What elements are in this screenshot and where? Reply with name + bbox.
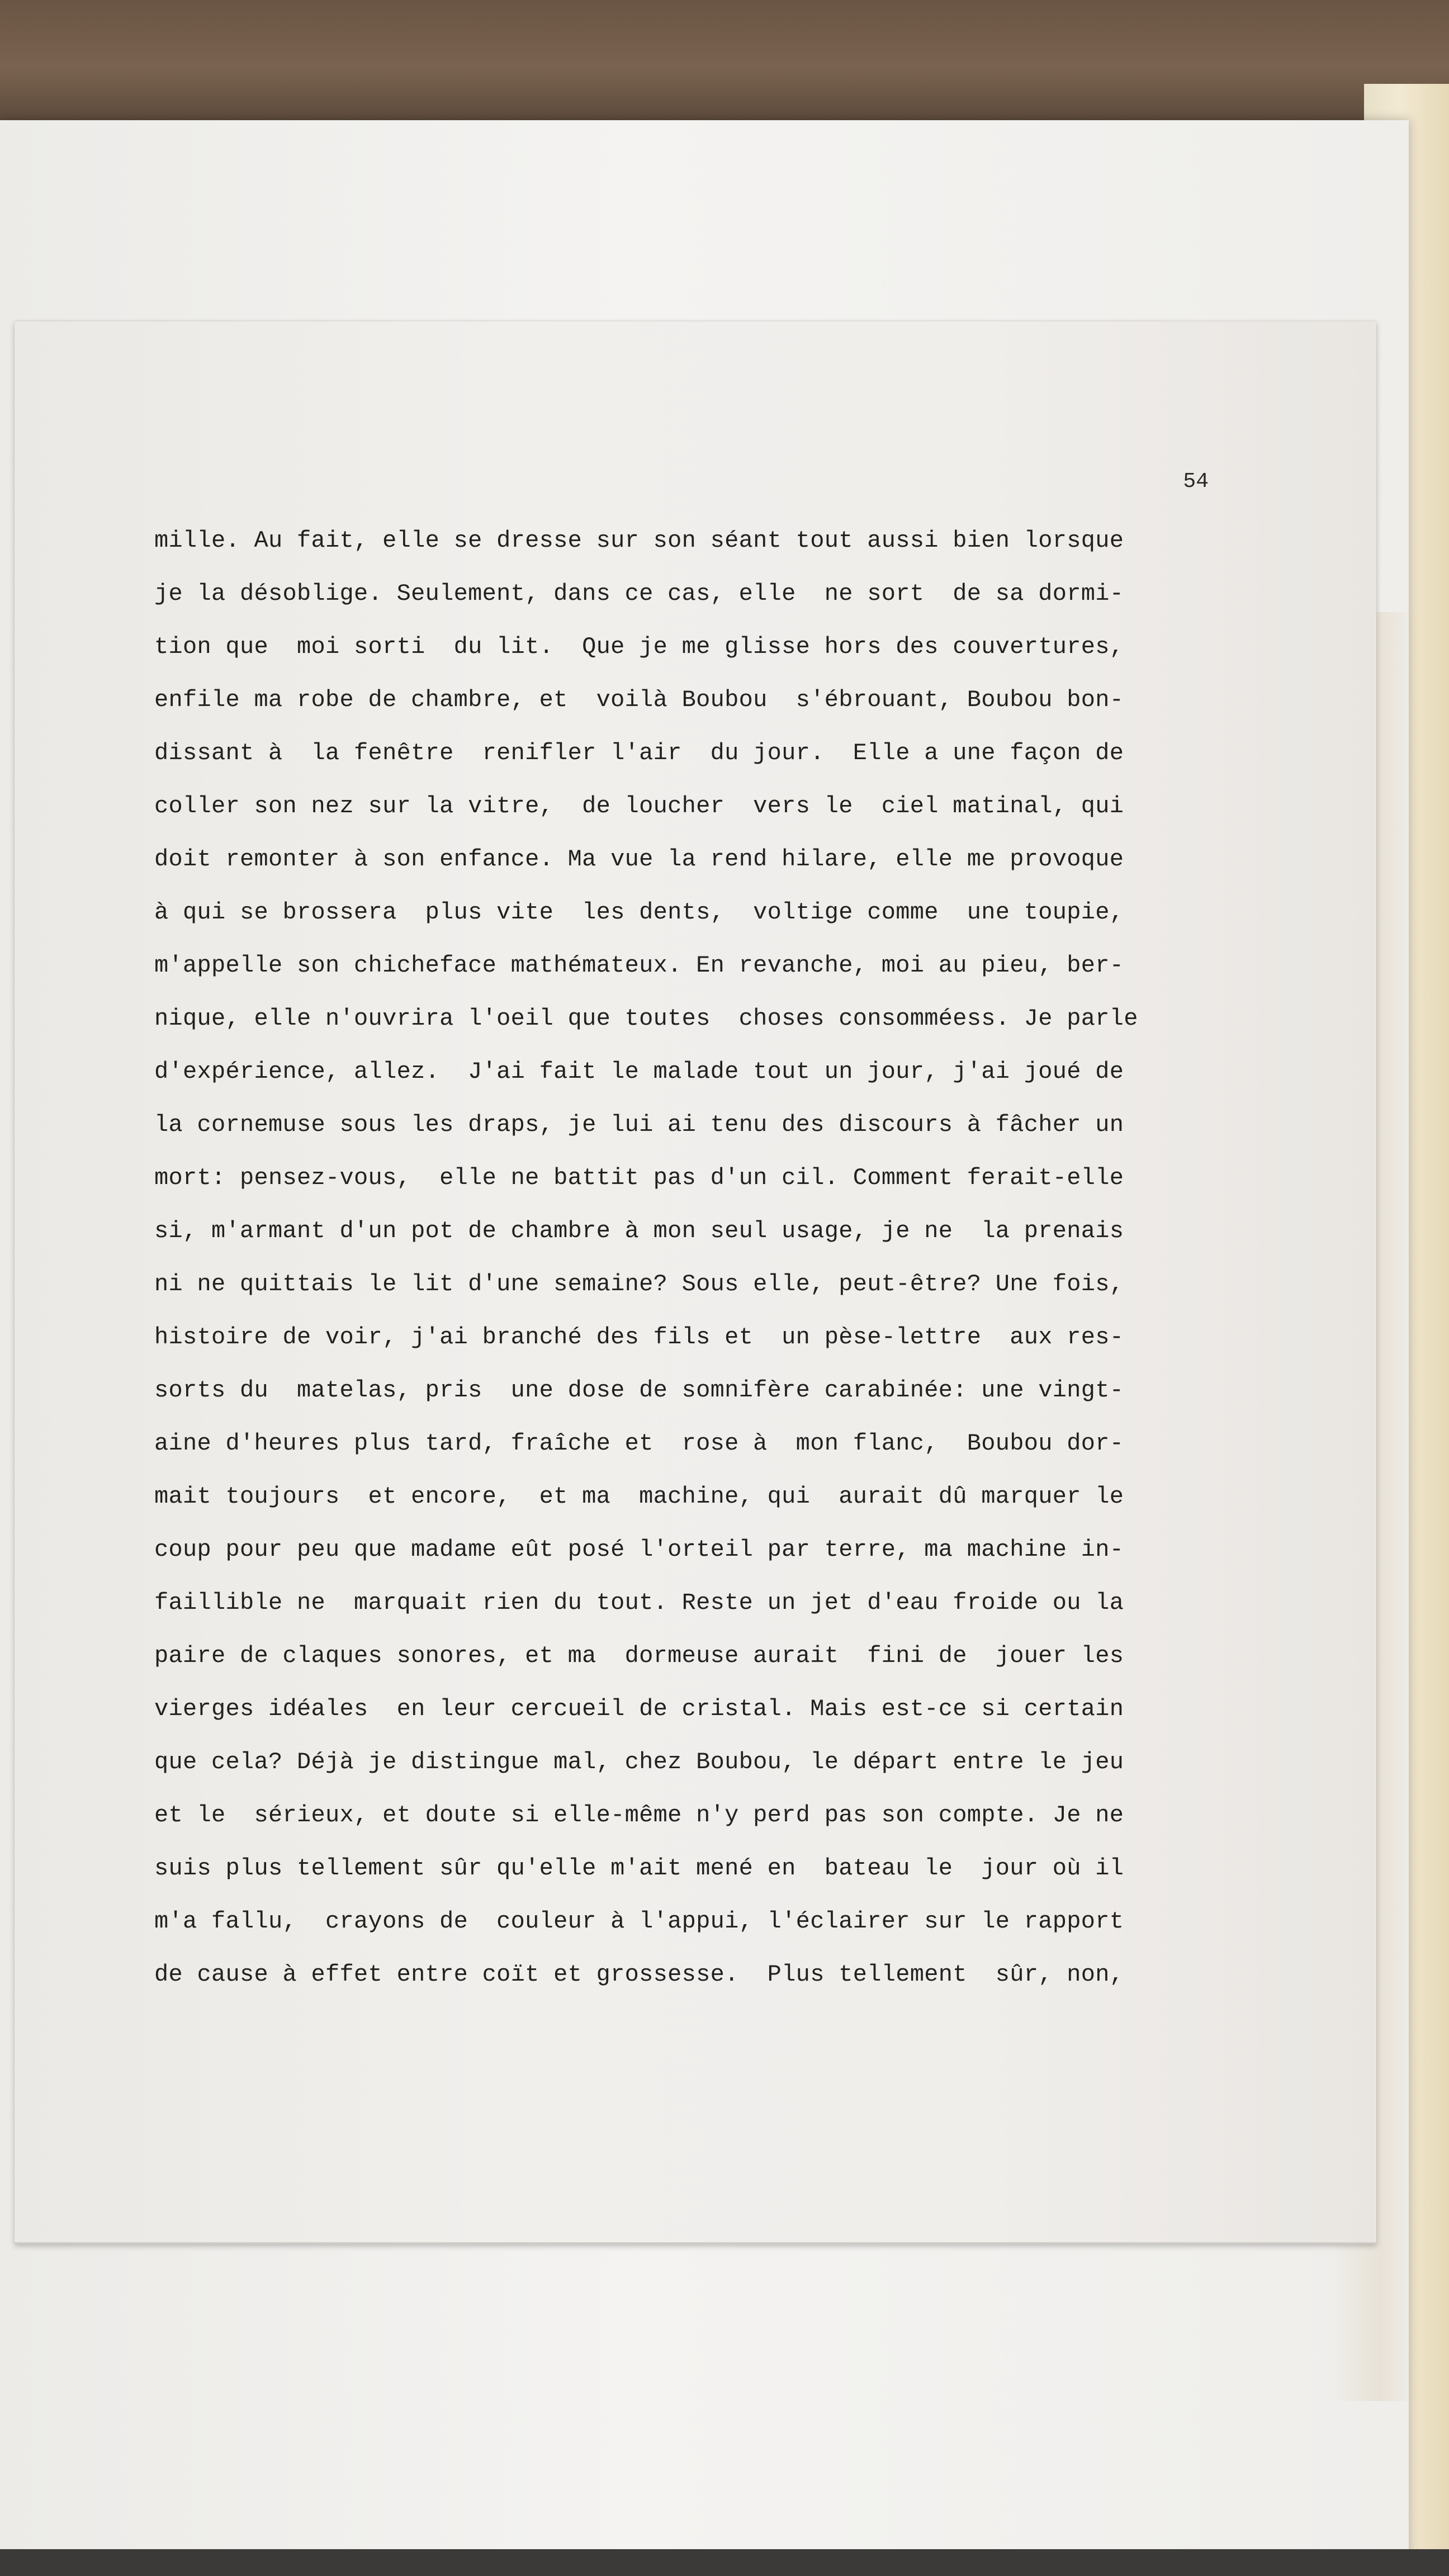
- text-line: mille. Au fait, elle se dresse sur son séant tout aussi bien lorsque: [154, 527, 1124, 554]
- typewritten-page: [15, 321, 1376, 2244]
- text-line: faillible ne marquait rien du tout. Reste un jet d'eau froide ou la: [154, 1589, 1124, 1616]
- text-line: vierges idéales en leur cercueil de cristal. Mais est-ce si certain: [154, 1696, 1124, 1722]
- text-line: paire de claques sonores, et ma dormeuse aurait fini de jouer les: [154, 1642, 1124, 1669]
- table-surface-bottom: [0, 2549, 1449, 2576]
- page-body-text: [154, 514, 1351, 2001]
- text-line: coller son nez sur la vitre, de loucher vers le ciel matinal, qui: [154, 793, 1124, 820]
- text-line: dissant à la fenêtre renifler l'air du jour. Elle a une façon de: [154, 740, 1124, 766]
- text-line: mort: pensez-vous, elle ne battit pas d'un cil. Comment ferait-elle: [154, 1164, 1124, 1191]
- text-line: tion que moi sorti du lit. Que je me glisse hors des couvertures,: [154, 633, 1124, 660]
- text-line: aine d'heures plus tard, fraîche et rose à mon flanc, Boubou dor-: [154, 1430, 1124, 1457]
- text-line: m'a fallu, crayons de couleur à l'appui, l'éclairer sur le rapport: [154, 1908, 1124, 1935]
- text-line: d'expérience, allez. J'ai fait le malade tout un jour, j'ai joué de: [154, 1058, 1124, 1085]
- text-line: mait toujours et encore, et ma machine, qui aurait dû marquer le: [154, 1483, 1124, 1510]
- text-line: ni ne quittais le lit d'une semaine? Sous elle, peut-être? Une fois,: [154, 1271, 1124, 1298]
- text-line: que cela? Déjà je distingue mal, chez Boubou, le départ entre le jeu: [154, 1749, 1124, 1775]
- text-line: enfile ma robe de chambre, et voilà Boubou s'ébrouant, Boubou bon-: [154, 686, 1124, 713]
- text-line: suis plus tellement sûr qu'elle m'ait mené en bateau le jour où il: [154, 1855, 1124, 1882]
- text-line: doit remonter à son enfance. Ma vue la rend hilare, elle me provoque: [154, 846, 1124, 873]
- text-line: coup pour peu que madame eût posé l'orteil par terre, ma machine in-: [154, 1536, 1124, 1563]
- text-line: sorts du matelas, pris une dose de somnifère carabinée: une vingt-: [154, 1377, 1124, 1404]
- text-line: de cause à effet entre coït et grossesse. Plus tellement sûr, non,: [154, 1961, 1124, 1988]
- text-line: si, m'armant d'un pot de chambre à mon seul usage, je ne la prenais: [154, 1218, 1124, 1244]
- text-line: et le sérieux, et doute si elle-même n'y perd pas son compte. Je ne: [154, 1802, 1124, 1829]
- text-line: m'appelle son chicheface mathémateux. En revanche, moi au pieu, ber-: [154, 952, 1124, 979]
- text-line: je la désoblige. Seulement, dans ce cas, elle ne sort de sa dormi-: [154, 580, 1124, 607]
- page-number: 54: [1183, 470, 1209, 494]
- text-line: la cornemuse sous les draps, je lui ai tenu des discours à fâcher un: [154, 1111, 1124, 1138]
- text-line: nique, elle n'ouvrira l'oeil que toutes choses consomméess. Je parle: [154, 1005, 1138, 1032]
- text-line: à qui se brossera plus vite les dents, voltige comme une toupie,: [154, 899, 1124, 926]
- text-line: histoire de voir, j'ai branché des fils et un pèse-lettre aux res-: [154, 1324, 1124, 1351]
